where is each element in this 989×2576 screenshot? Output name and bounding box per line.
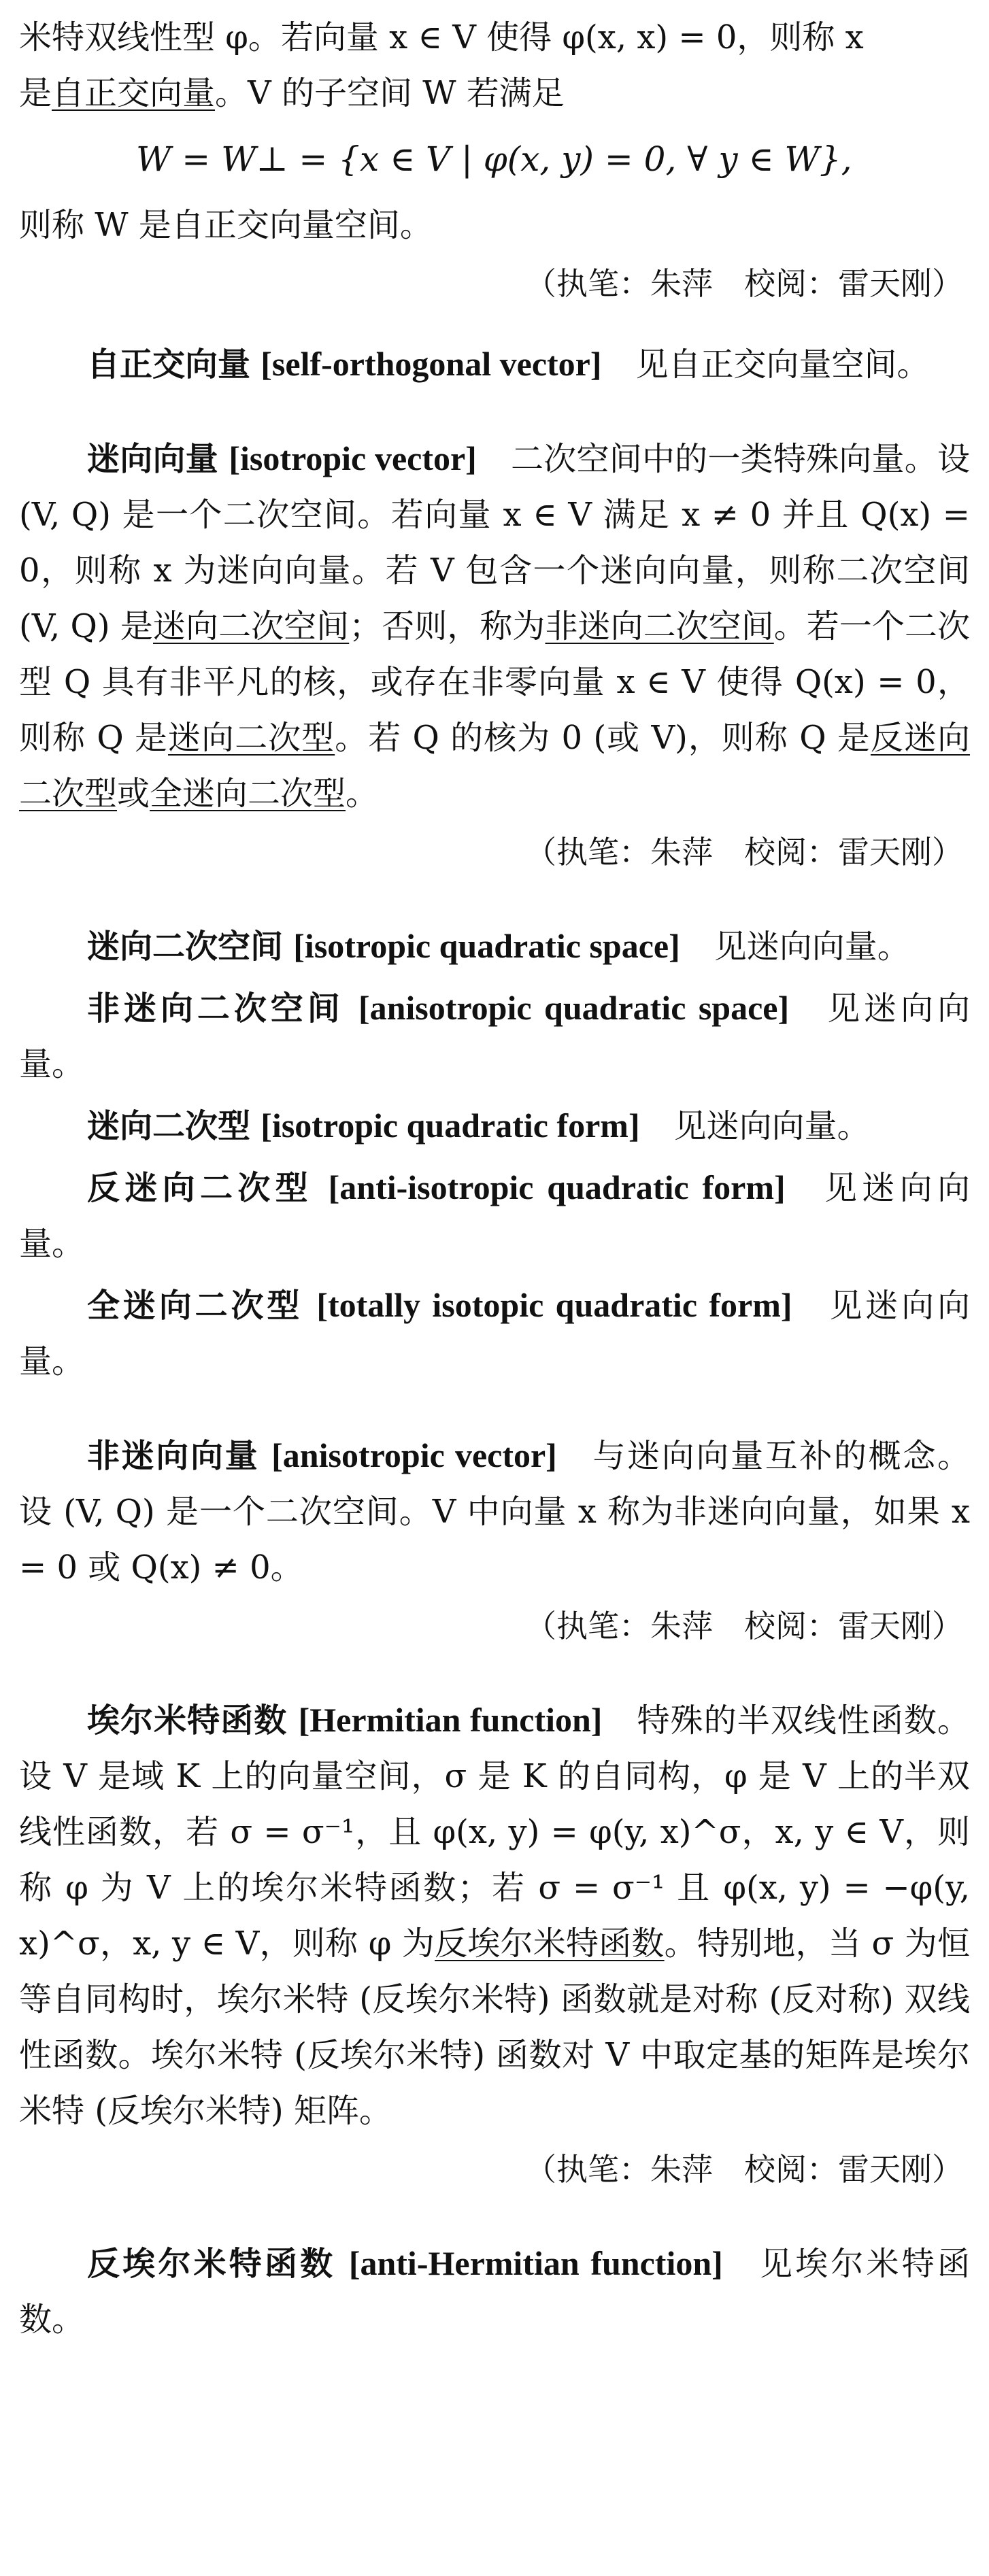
author-credit: （执笔：朱萍 校阅：雷天刚） [525, 265, 963, 302]
entry-english-term: [Hermitian function] [298, 1701, 603, 1739]
author-credit: （执笔：朱萍 校阅：雷天刚） [525, 2151, 963, 2188]
entry-body: 。若一个二次型 Q 具有非平凡的核，或存在非零向量 x ∈ V 使得 Q(x) = 0，则称 Q 是 [19, 607, 970, 757]
entry-hermitian-function [19, 1692, 970, 2197]
entry-english-term: [anisotropic vector] [271, 1436, 557, 1474]
text-segment: 。V 的子空间 W 若满足 [215, 74, 565, 112]
cross-reference-entry [19, 980, 970, 1092]
entry-english-term: [anisotropic quadratic space] [358, 989, 790, 1027]
entry-body: 见迷向向量。 [673, 1107, 870, 1145]
entry-paragraph [19, 1692, 970, 2139]
entry-body: 见迷向向量。 [714, 928, 910, 966]
entry-english-term: [isotropic quadratic space] [293, 927, 680, 965]
entry-body: 或 [117, 775, 150, 813]
entry-body: 见自正交向量空间。 [635, 345, 930, 384]
text-line [19, 65, 970, 121]
entry-paragraph [19, 336, 970, 392]
cross-reference-entry [19, 1159, 970, 1272]
entry-headword: 全迷向二次型 [87, 1287, 303, 1325]
text-segment: 是 [19, 74, 52, 112]
author-credit: （执笔：朱萍 校阅：雷天刚） [525, 834, 963, 870]
entry-english-term: [totally isotopic quadratic form] [316, 1286, 792, 1324]
defined-term: 反迷向二次型 [19, 719, 970, 813]
cross-reference-entry [19, 1098, 970, 1154]
entry-body: 。 [346, 775, 379, 813]
text-line: 米特双线性型 φ。若向量 x ∈ V 使得 φ(x, x) = 0，则称 x [19, 18, 864, 56]
entry-body: 。特别地，当 σ 为恒等自同构时，埃尔米特 (反埃尔米特) 函数就是对称 (反对称) 双线性函数。埃尔米特 (反埃尔米特) 函数对 V 中取定基的矩阵是埃尔米特 (反埃尔米特) 矩阵。 [19, 1925, 970, 2130]
entry-headword: 反埃尔米特函数 [87, 2245, 336, 2283]
entry-anisotropic-vector [19, 1427, 970, 1654]
defined-term: 迷向二次空间 [152, 607, 350, 645]
entry-body: 特殊的半双线性函数。设 V 是域 K 上的向量空间，σ 是 K 的自同构，φ 是 V 上的半双线性函数，若 σ = σ⁻¹，且 φ(x, y) = φ(y, x)^σ，x, y ∈ V，则称 φ 为 V 上的埃尔米特函数；若 σ = σ⁻¹ 且 φ(x, y) = −φ(y, x)^σ，x, y ∈ V，则称 φ 为 [19, 1701, 970, 1963]
defined-term: 全迷向二次型 [150, 775, 346, 813]
entry-english-term: [isotropic quadratic form] [261, 1106, 640, 1145]
entry-headword: 非迷向二次空间 [87, 989, 344, 1028]
text-line: 则称 W 是自正交向量空间。 [19, 206, 433, 244]
entry-headword: 迷向向量 [87, 440, 218, 478]
entry-paragraph [19, 430, 970, 821]
entry-english-term: [anti-isotropic quadratic form] [328, 1168, 786, 1206]
entry-headword: 自正交向量 [87, 345, 251, 384]
entry-body: 见迷向向量。 [19, 1169, 970, 1263]
entry-body: ；否则，称为 [349, 607, 546, 645]
cross-reference-entry [19, 1277, 970, 1389]
entry-body: 见迷向向量。 [19, 989, 970, 1083]
entry-isotropic-vector [19, 430, 970, 880]
entry-english-term: [isotropic vector] [229, 439, 477, 477]
display-formula: W = W⊥ = {x ∈ V | φ(x, y) = 0, ∀ y ∈ W}, [136, 139, 852, 179]
self-orthogonal-space-continuation [19, 10, 970, 311]
entry-english-term: [anti-Hermitian function] [348, 2244, 723, 2282]
defined-term: 反埃尔米特函数 [435, 1925, 665, 1963]
entry-headword: 非迷向向量 [87, 1437, 260, 1475]
defined-term: 自正交向量 [52, 74, 216, 112]
cross-reference-list [19, 918, 970, 1389]
entry-body: 见迷向向量。 [19, 1287, 970, 1380]
entry-paragraph [19, 2235, 970, 2348]
defined-term: 非迷向二次空间 [545, 607, 774, 645]
entry-self-orthogonal-vector [19, 336, 970, 392]
entry-headword: 迷向二次空间 [87, 928, 284, 966]
defined-term: 迷向二次型 [168, 719, 335, 757]
author-credit: （执笔：朱萍 校阅：雷天刚） [525, 1608, 963, 1644]
entry-body: 与迷向向量互补的概念。设 (V, Q) 是一个二次空间。V 中向量 x 称为非迷向向量，如果 x = 0 或 Q(x) ≠ 0。 [19, 1437, 970, 1587]
entry-headword: 埃尔米特函数 [87, 1701, 288, 1740]
entry-body: 见埃尔米特函数。 [19, 2245, 970, 2339]
entry-english-term: [self-orthogonal vector] [261, 345, 602, 383]
entry-headword: 迷向二次型 [87, 1107, 251, 1145]
entry-anti-hermitian-function [19, 2235, 970, 2348]
entry-headword: 反迷向二次型 [87, 1169, 314, 1207]
entry-body: 二次空间中的一类特殊向量。设 (V, Q) 是一个二次空间。若向量 x ∈ V 满足 x ≠ 0 并且 Q(x) = 0，则称 x 为迷向向量。若 V 包含一个迷向向量，则称二次空间 (V, Q) 是 [19, 440, 970, 645]
entry-body: 。若 Q 的核为 0 (或 V)，则称 Q 是 [335, 719, 871, 757]
cross-reference-entry [19, 918, 970, 975]
entry-paragraph [19, 1427, 970, 1595]
